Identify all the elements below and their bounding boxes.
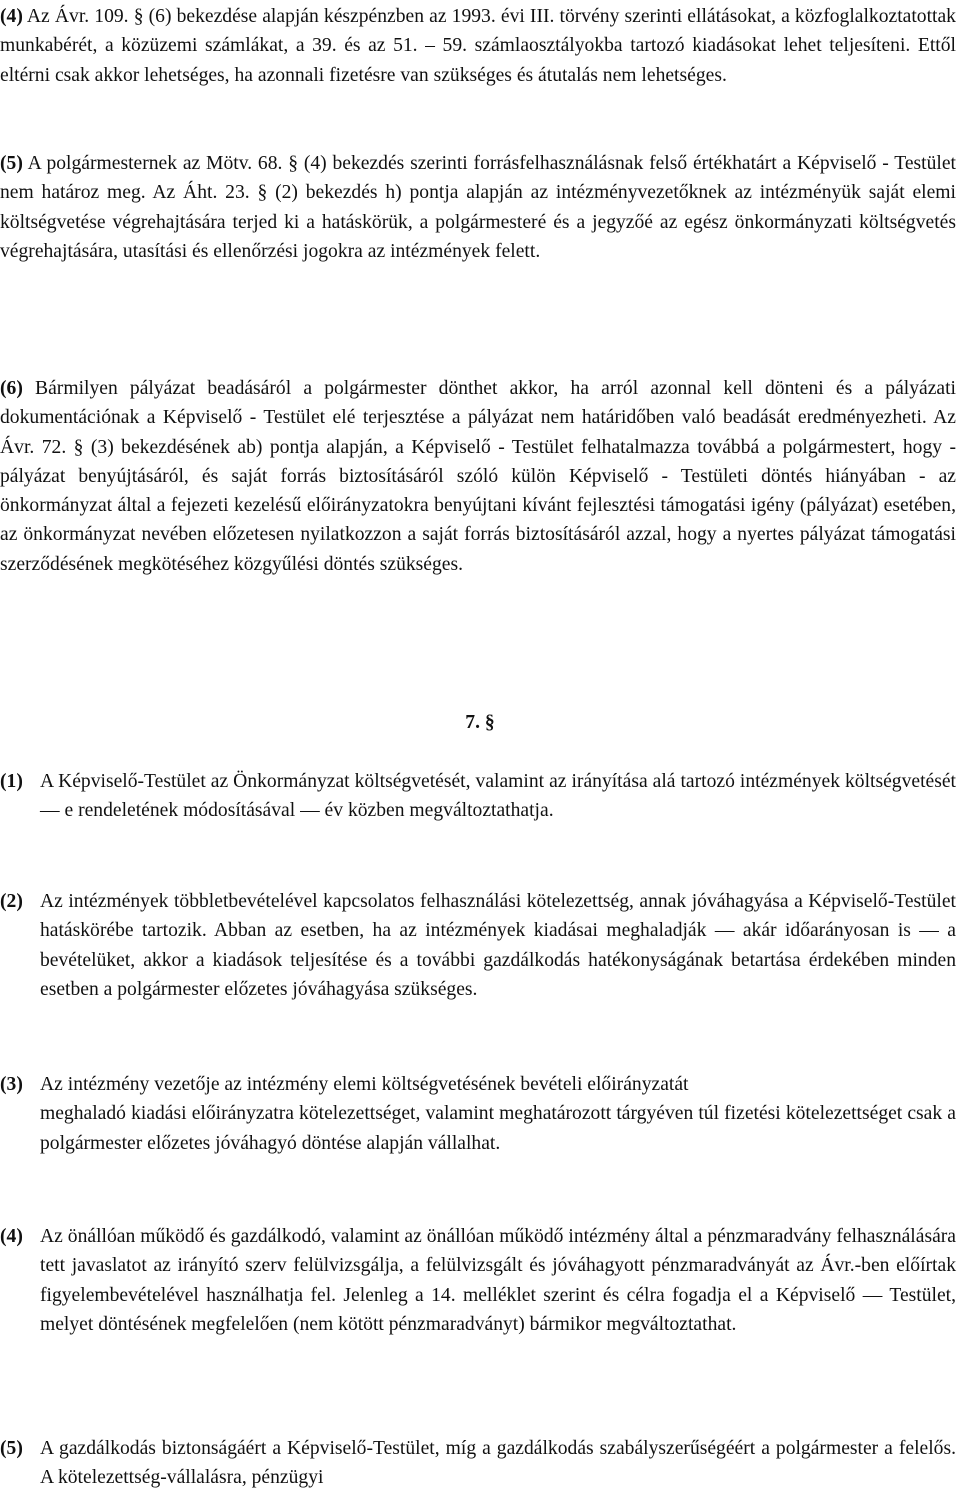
paragraph-label: (4) xyxy=(0,1226,23,1247)
paragraph-label: (1) xyxy=(0,771,23,792)
paragraph-label: (4) xyxy=(0,6,23,27)
section-heading: 7. § xyxy=(465,712,495,733)
paragraph-text: meghaladó kiadási előirányzatra kötelezettséget, valamint meghatározott tárgyéven túl fizetési kötelezettséget csak a polgármester előzetes jóváhagyó döntése alapján vállalhat. xyxy=(40,1103,956,1154)
paragraph-label: (5) xyxy=(0,153,23,174)
paragraph-3 xyxy=(0,1070,956,1158)
paragraph-label: (6) xyxy=(0,378,23,399)
paragraph-text: Az Ávr. 109. § (6) bekezdése alapján készpénzben az 1993. évi III. törvény szerinti ellátásokat, a közfoglalkoztatottak munkabérét, a közüzemi számlákat, a 39. és az 51. – 59. számlaosztályokba tartozó kiadásokat lehet teljesíteni. Ettől eltérni csak akkor lehetséges, ha azonnali fizetésre van szükséges és átutalás nem lehetséges. xyxy=(0,6,956,86)
paragraph-4 xyxy=(0,1222,956,1339)
paragraph-text: A gazdálkodás biztonságáért a Képviselő-Testület, míg a gazdálkodás szabályszerűségéért a polgármester a felelős. A kötelezettség-vállalásra, pénzügyi xyxy=(40,1438,956,1489)
paragraph-5-prev xyxy=(0,149,956,266)
paragraph-text: Az intézmények többletbevételével kapcsolatos felhasználási kötelezettség, annak jóváhagyása a Képviselő-Testület hatáskörébe tartozik. Abban az esetben, ha az intézmények kiadásai meghaladják — akár időarányosan is — a bevételüket, akkor a kiadások teljesítése és a további gazdálkodás hatékonyságának betartása érdekében minden esetben a polgármester előzetes jóváhagyása szükséges. xyxy=(40,891,956,1000)
paragraph-text: A polgármesternek az Mötv. 68. § (4) bekezdés szerinti forrásfelhasználásnak felső értékhatárt a Képviselő - Testület nem határoz meg. Az Áht. 23. § (2) bekezdés h) pontja alapján az intézményvezetőknek az intézményük saját elemi költségvetése végrehajtására terjed ki a hatáskörük, a polgármesteré és a jegyzőé az egész önkormányzati költségvetés végrehajtására, utasítási és ellenőrzési jogokra az intézmények felett. xyxy=(0,153,956,262)
paragraph-5 xyxy=(0,1434,956,1493)
paragraph-1 xyxy=(0,767,956,826)
paragraph-6-prev xyxy=(0,374,956,579)
paragraph-4-prev xyxy=(0,2,956,90)
paragraph-label: (2) xyxy=(0,891,23,912)
paragraph-label: (3) xyxy=(0,1074,23,1095)
paragraph-text: Az önállóan működő és gazdálkodó, valamint az önállóan működő intézmény által a pénzmaradvány felhasználására tett javaslatot az irányító szerv felülvizsgálja, a felülvizsgált és jóváhagyott pénzmaradványát az Ávr.-ben előírtak figyelembevételével használhatja fel. Jelenleg a 14. melléklet szerint és célra fogadja el a Képviselő — Testület, melyet döntésének megfelelően (nem kötött pénzmaradványt) bármikor megváltoztathat. xyxy=(40,1226,956,1335)
paragraph-text-first-line: Az intézmény vezetője az intézmény elemi költségvetésének bevételi előirányzatát xyxy=(40,1074,689,1095)
paragraph-label: (5) xyxy=(0,1438,23,1459)
paragraph-2 xyxy=(0,887,956,1004)
paragraph-text: A Képviselő-Testület az Önkormányzat költségvetését, valamint az irányítása alá tartozó intézmények költségvetését — e rendeletének módosításával — év közben megváltoztathatja. xyxy=(40,771,956,822)
paragraph-text: Bármilyen pályázat beadásáról a polgármester dönthet akkor, ha arról azonnal kell dönteni és a pályázati dokumentációnak a Képviselő - Testület elé terjesztése a pályázat nem határidőben való beadását eredményezheti. Az Ávr. 72. § (3) bekezdésének ab) pontja alapján, a Képviselő - Testület felhatalmazza továbbá a polgármestert, hogy - pályázat benyújtásáról, és saját forrás biztosításáról szóló külön Képviselő - Testületi döntés hiányában - az önkormányzat által a fejezeti kezelésű előirányzatokra benyújtani kívánt fejlesztési támogatási igény (pályázat) esetében, az önkormányzat nevében előzetesen nyilatkozzon a saját forrás biztosításáról azzal, hogy a nyertes pályázat támogatási szerződésének megkötéséhez közgyűlési döntés szükséges. xyxy=(0,378,957,575)
